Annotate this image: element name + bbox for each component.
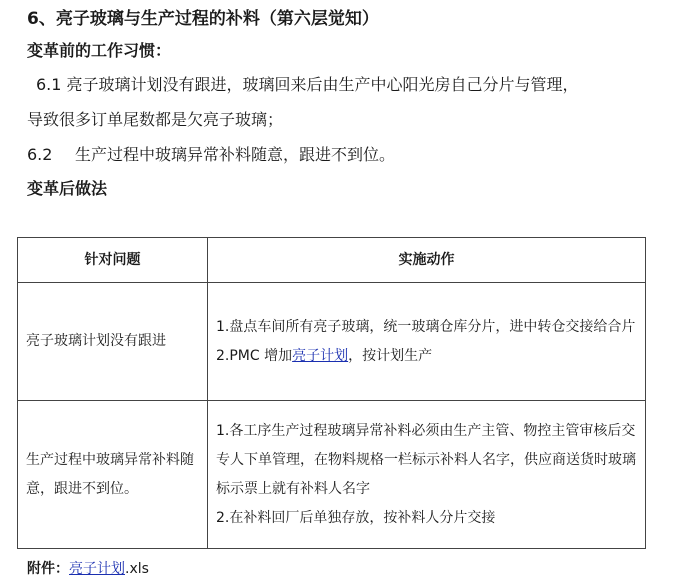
attachment-extension: .xls (125, 561, 149, 577)
action-suffix: ，按计划生产 (348, 347, 433, 364)
action-item: 1.各工序生产过程玻璃异常补料必须由生产主管、物控主管审核后交专人下单管理，在物料规格一栏标示补料人名字，供应商送货时玻璃标示票上就有补料人名字 (216, 422, 636, 497)
header-action: 实施动作 (208, 238, 646, 283)
issue-cell: 生产过程中玻璃异常补料随意，跟进不到位。 (18, 401, 208, 549)
after-change-title: 变革后做法 (27, 179, 108, 198)
action-item: 2.在补料回厂后单独存放，按补料人分片交接 (216, 509, 496, 526)
attachment-link[interactable]: 亮子计划 (69, 561, 125, 577)
action-prefix: 2.PMC 增加 (216, 347, 293, 364)
action-cell (208, 401, 646, 549)
section-heading: 6、亮子玻璃与生产过程的补料（第六层觉知） (27, 9, 379, 29)
attachment-label: 附件： (27, 561, 69, 577)
action-cell (208, 283, 646, 401)
paragraph-6-2-text: 生产过程中玻璃异常补料随意，跟进不到位。 (75, 145, 396, 164)
header-issue: 针对问题 (18, 238, 208, 283)
paragraph-6-1-line1: 6.1 亮子玻璃计划没有跟进，玻璃回来后由生产中心阳光房自己分片与管理， (36, 75, 579, 94)
table-row (18, 283, 646, 401)
action-item: 1.盘点车间所有亮子玻璃，统一玻璃仓库分片，进中转仓交接给合片 (216, 318, 636, 335)
paragraph-6-2-number: 6.2 (27, 145, 53, 164)
attachment-line (27, 558, 149, 578)
table-row (18, 401, 646, 549)
table-header-row (18, 238, 646, 283)
paragraph-6-1-line2: 导致很多订单尾数都是欠亮子玻璃； (27, 110, 284, 129)
brightness-plan-link[interactable]: 亮子计划 (292, 347, 349, 364)
measures-table (17, 237, 646, 549)
before-change-title: 变革前的工作习惯： (27, 41, 172, 60)
action-item (216, 342, 637, 371)
paragraph-6-2 (27, 142, 395, 165)
issue-cell: 亮子玻璃计划没有跟进 (18, 283, 208, 401)
